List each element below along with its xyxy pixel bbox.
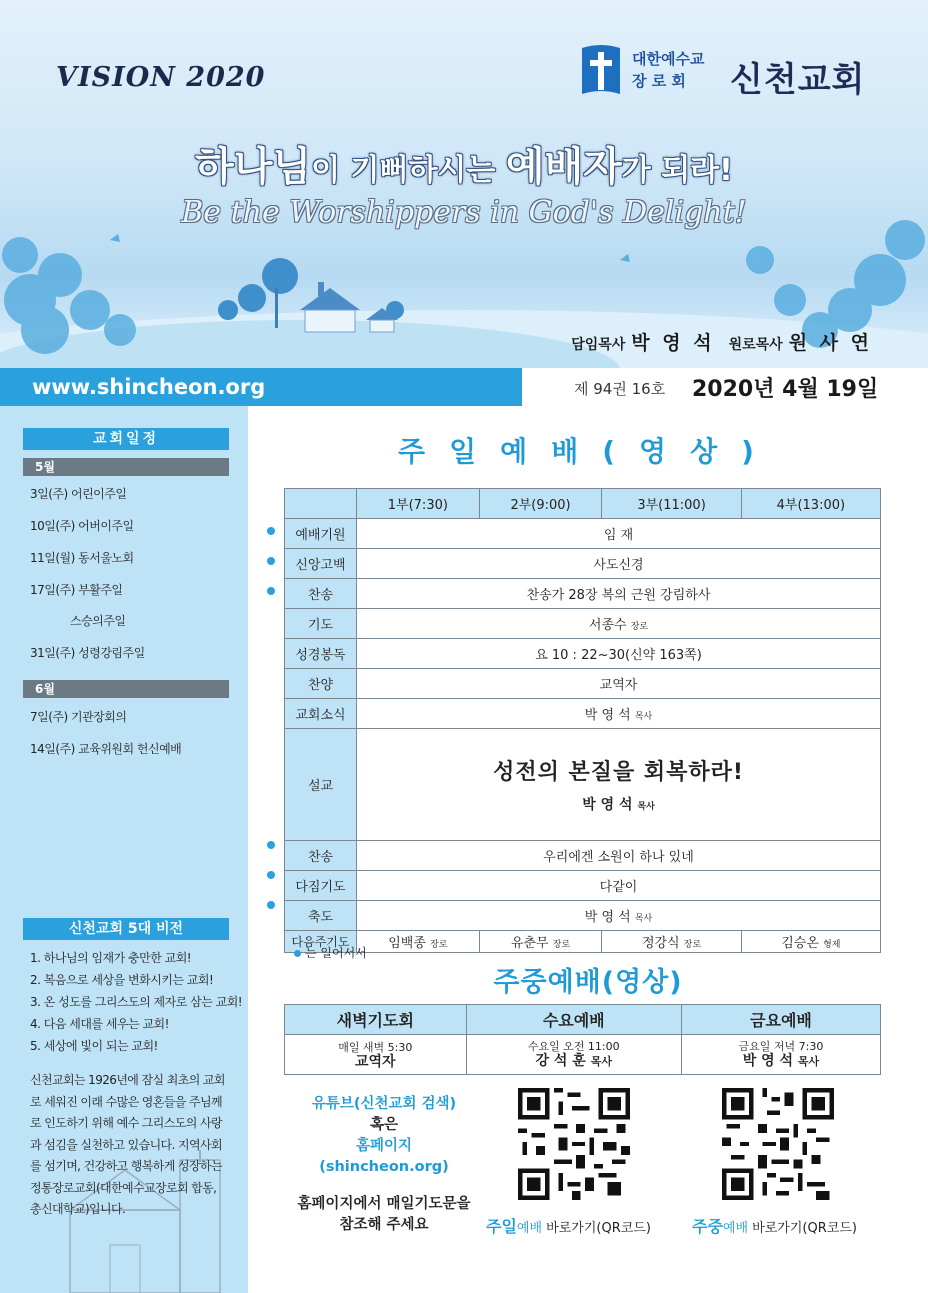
service-cell (285, 1035, 467, 1075)
youtube-line: 유튜브(신천교회 검색) (311, 1096, 457, 1112)
denomination-line2: 장 로 회 (632, 72, 686, 90)
title-suffix: 목사 (634, 712, 653, 722)
prayer-note-line1: 홈페이지에서 매일기도문을 (297, 1196, 471, 1212)
standing-legend (294, 944, 367, 961)
title-suffix: 장로 (430, 940, 448, 950)
column-header: 4부(13:00) (741, 489, 880, 519)
church-name: 신천교회 (730, 60, 866, 100)
church-introduction: 신천교회는 1926년에 잠실 최초의 교회로 세워진 이래 수많은 영혼들을 주님께로 인도하기 위해 예수 그리스도의 사랑과 섬김을 실천하고 있습니다. 지역사회를 섬기며, 건강하고 행복하게 성장하는 정통장로교회(대한예수교장로회 합동, 총신대학교)입니다. (30, 1073, 225, 1216)
weekday-service-title: 주중예배(영상) (493, 967, 683, 998)
denomination-label (632, 48, 708, 92)
headline-part-c: 예배자 (505, 144, 622, 190)
homepage-line: 홈페이지(shincheon.org) (319, 1138, 449, 1175)
online-info (294, 1094, 474, 1236)
legend-dot (294, 950, 301, 957)
vision-title: VISION 2020 (56, 62, 266, 93)
next-prayer-cell (479, 931, 602, 953)
headline-part-b: 이 기뻐하시는 (311, 153, 506, 188)
row-value-text: 우리에겐 소원이 하나 있네 (543, 850, 694, 865)
qr-caption-accent: 예배 (516, 1221, 543, 1236)
schedule-item: 17일(주) 부활주일 (30, 583, 123, 597)
issue-number: 제 94권 16호 (574, 380, 666, 398)
weekday-qr-caption[interactable] (692, 1214, 857, 1237)
service-time: 매일 새벽 5:30 (338, 1040, 413, 1054)
legend-text: 는 일어서서 (305, 946, 367, 960)
row-label: 기도 (285, 609, 357, 639)
schedule-item: 7일(주) 기관장회의 (30, 710, 127, 724)
cross-logo-icon (580, 44, 622, 98)
table-row (285, 871, 881, 901)
sermon-cell (357, 729, 881, 841)
row-value (357, 901, 881, 931)
vision-heading: 신천교회 5대 비전 (23, 918, 229, 940)
service-cell (681, 1035, 880, 1075)
next-prayer-cell (602, 931, 741, 953)
title-suffix: 장로 (630, 622, 649, 632)
info-bar (0, 368, 928, 406)
row-label: 다짐기도 (285, 871, 357, 901)
next-prayer-cell (741, 931, 880, 953)
row-value-text: 임 재 (603, 528, 634, 543)
table-row (285, 519, 881, 549)
title-suffix: 형제 (823, 940, 841, 950)
sermon-row (285, 729, 881, 841)
column-header: 2부(9:00) (479, 489, 602, 519)
table-row (285, 841, 881, 871)
leader-name: 박 영 석 (742, 1053, 794, 1069)
bulletin-date: 2020년 4월 19일 (692, 377, 879, 402)
row-value-text: 박 영 석 (584, 910, 631, 925)
title-suffix: 목사 (590, 1055, 612, 1068)
row-label: 찬송 (285, 579, 357, 609)
table-row (285, 699, 881, 729)
table-row (285, 639, 881, 669)
row-label: 예배기원 (285, 519, 357, 549)
vision-item: 1. 하나님의 임재가 충만한 교회! (30, 951, 192, 965)
month-june: 6월 (23, 680, 229, 698)
vision-item: 3. 온 성도를 그리스도의 제자로 삼는 교회! (30, 995, 243, 1009)
vision-item: 5. 세상에 빛이 되는 교회! (30, 1039, 158, 1053)
sunday-qr-code-icon[interactable] (518, 1088, 630, 1200)
row-value (357, 699, 881, 729)
standing-dot (267, 901, 275, 909)
row-label: 교회소식 (285, 699, 357, 729)
row-label: 축도 (285, 901, 357, 931)
schedule-heading: 교회일정 (23, 428, 229, 450)
next-prayer-row (285, 931, 881, 953)
column-header: 1부(7:30) (357, 489, 480, 519)
qr-caption-bold: 주일 (486, 1217, 517, 1236)
next-prayer-cell (357, 931, 480, 953)
pastor-title: 담임목사 (571, 337, 626, 353)
qr-caption-bold: 주중 (692, 1217, 723, 1236)
row-value (357, 549, 881, 579)
row-value-text: 다같이 (599, 880, 638, 895)
weekday-service-table (284, 1004, 881, 1075)
standing-dot (267, 557, 275, 565)
row-value (357, 609, 881, 639)
title-suffix: 목사 (797, 1055, 820, 1068)
table-row (285, 549, 881, 579)
standing-dot (267, 871, 275, 879)
row-value-text: 찬송가 28장 복의 근원 강림하사 (526, 588, 711, 603)
or-line: 혹은 (369, 1117, 398, 1133)
schedule-item: 31일(주) 성령강림주일 (30, 646, 145, 660)
church-logo (580, 44, 870, 100)
website-link[interactable]: www.shincheon.org (32, 375, 266, 399)
row-label: 찬양 (285, 669, 357, 699)
title-suffix: 장로 (552, 940, 571, 950)
column-header: 수요예배 (466, 1005, 681, 1035)
headline-part-a: 하나님 (195, 144, 312, 190)
pastor-name: 박 영 석 (631, 332, 715, 354)
row-value (357, 669, 881, 699)
leader-name: 교역자 (355, 1053, 396, 1070)
sunday-service-table (284, 488, 881, 953)
table-row (285, 1035, 881, 1075)
service-leader (467, 1054, 681, 1069)
row-value-text: 박 영 석 (584, 708, 631, 723)
title-suffix: 장로 (683, 940, 702, 950)
prayer-name: 임백종 (388, 936, 426, 951)
url-box (0, 368, 522, 406)
column-header: 새벽기도회 (285, 1005, 467, 1035)
row-value (357, 579, 881, 609)
emeritus-title: 원로목사 (728, 337, 783, 353)
service-time: 금요일 저녁 7:30 (738, 1040, 824, 1053)
service-time: 수요일 오전 11:00 (527, 1040, 620, 1053)
standing-dot (267, 841, 275, 849)
qr-caption-text: 바로가기(QR코드) (542, 1221, 651, 1236)
vision-item: 2. 복음으로 세상을 변화시키는 교회! (30, 973, 214, 987)
prayer-name: 김승온 (781, 936, 819, 951)
row-value-text: 서종수 (588, 618, 627, 633)
service-cell (466, 1035, 681, 1075)
sermon-title: 성전의 본질을 회복하라! (493, 760, 744, 785)
title-suffix: 목사 (634, 914, 653, 924)
headline-part-d: 가 되라! (621, 153, 733, 188)
table-row (285, 669, 881, 699)
row-value (357, 519, 881, 549)
row-label: 성경봉독 (285, 639, 357, 669)
prayer-name: 정강식 (641, 936, 680, 951)
row-value (357, 841, 881, 871)
table-row (285, 901, 881, 931)
leader-name: 강 석 훈 (535, 1053, 586, 1069)
english-headline: Be the Worshippers in God's Delight! (181, 195, 747, 230)
column-header: 3부(11:00) (602, 489, 741, 519)
standing-dot (267, 527, 275, 535)
service-leader (682, 1054, 880, 1069)
preacher-name: 박 영 석 (582, 797, 633, 813)
table-header-row (285, 1005, 881, 1035)
row-label: 찬송 (285, 841, 357, 871)
weekday-qr-code-icon[interactable] (722, 1088, 834, 1200)
schedule-item: 14일(주) 교육위원회 헌신예배 (30, 742, 182, 756)
table-row (285, 609, 881, 639)
sermon-preacher (357, 794, 880, 814)
schedule-item: 10일(주) 어버이주일 (30, 519, 134, 533)
month-may: 5월 (23, 458, 229, 476)
sunday-qr-caption[interactable] (486, 1214, 651, 1237)
row-value (357, 871, 881, 901)
denomination-line1: 대한예수교 (632, 50, 705, 68)
standing-dot (267, 587, 275, 595)
qr-caption-text: 바로가기(QR코드) (748, 1221, 857, 1236)
sunday-service-title: 주일예배(영상) (398, 435, 778, 468)
schedule-item: 11일(월) 동서울노회 (30, 551, 134, 565)
prayer-name: 유춘무 (510, 936, 549, 951)
schedule-item: 스승의주일 (70, 614, 126, 628)
schedule-item: 3일(주) 어린이주일 (30, 487, 127, 501)
main-headline (0, 135, 928, 192)
row-label: 신앙고백 (285, 549, 357, 579)
row-value-text: 교역자 (599, 678, 638, 693)
column-header: 금요예배 (681, 1005, 880, 1035)
service-leader (285, 1055, 466, 1069)
row-value-text: 사도신경 (593, 558, 644, 573)
pastors-line (571, 328, 872, 355)
header-banner (0, 0, 928, 368)
table-header-row (285, 489, 881, 519)
title-suffix: 목사 (637, 802, 655, 812)
row-label: 다음주기도 (285, 931, 357, 953)
row-value-text: 요 10 : 22~30(신약 163쪽) (535, 648, 702, 663)
prayer-note-line2: 참조해 주세요 (339, 1217, 429, 1233)
table-corner (285, 489, 357, 519)
table-row (285, 579, 881, 609)
row-label: 설교 (285, 729, 357, 841)
vision-item: 4. 다음 세대를 세우는 교회! (30, 1017, 169, 1031)
qr-caption-accent: 예배 (722, 1221, 749, 1236)
emeritus-name: 원 사 연 (788, 332, 872, 354)
row-value (357, 639, 881, 669)
